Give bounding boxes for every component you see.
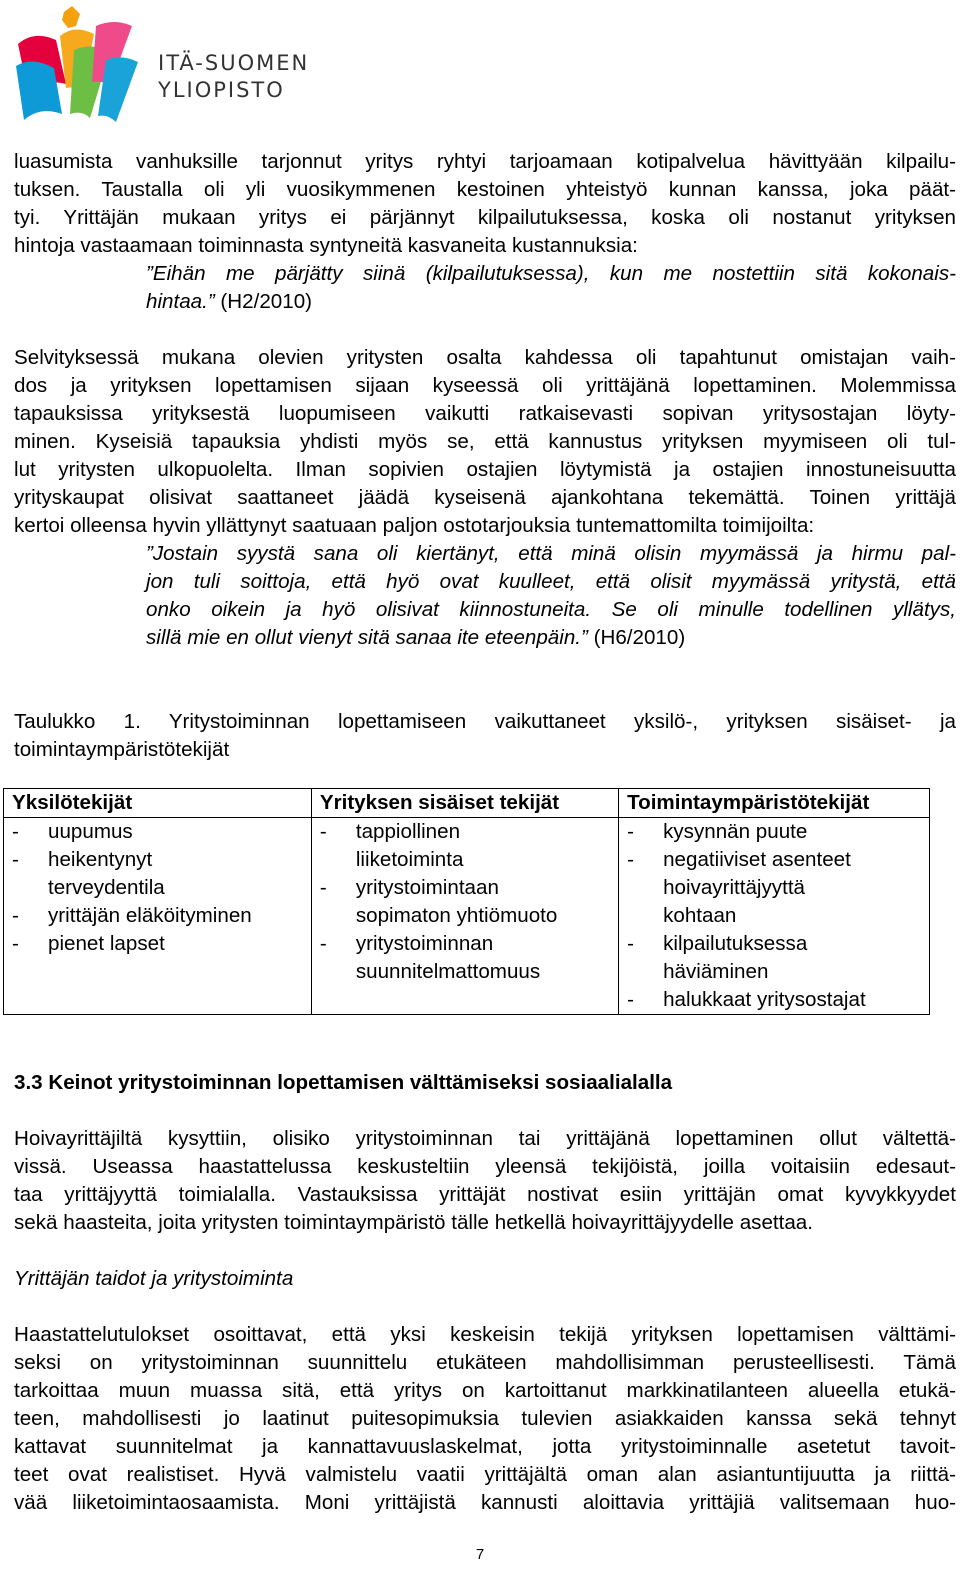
table-list-item <box>320 930 618 986</box>
text-line: teen, mahdollisesti jo laatinut puitesopimuksia tulevien asiakkaiden kanssa sekä tehnyt <box>14 1407 956 1430</box>
list-item-text <box>48 902 252 930</box>
table-list-item <box>320 818 618 874</box>
text-line: tuksen. Taustalla oli yli vuosikymmenen kestoinen yhteistyö kunnan kanssa, joka päät- <box>14 178 956 201</box>
list-dash: - <box>627 988 634 1011</box>
table-caption <box>14 708 956 764</box>
university-logo <box>14 6 344 124</box>
paragraph-2 <box>14 344 956 540</box>
text-line: Haastattelutulokset osoittavat, että yksi keskeisin tekijä yrityksen lopettamisen välttämi- <box>14 1323 956 1346</box>
list-item-line: hoivayrittäjyyttä <box>663 876 806 899</box>
text-line: tapauksissa yrityksestä luopumiseen vaikutti ratkaisevasti sopivan yritysostajan löyty- <box>14 402 956 425</box>
quote-line: ”Jostain syystä sana oli kiertänyt, että minä olisin myymässä ja hirmu pal- <box>146 542 956 565</box>
text-line: luasumista vanhuksille tarjonnut yritys ryhtyi tarjoamaan kotipalvelua hävittyään kilpailu- <box>14 150 956 173</box>
text-line: tyi. Yrittäjän mukaan yritys ei pärjännyt kilpailutuksessa, koska oli nostanut yrityksen <box>14 206 956 229</box>
table-cell-internal <box>311 818 618 1015</box>
logo-line-1: ITÄ-SUOMEN <box>158 51 310 75</box>
list-item-line: suunnitelmattomuus <box>355 960 541 983</box>
list-item-line: pienet lapset <box>48 932 165 955</box>
text-line: sekä haasteita, joita yritysten toimintaympäristö tälle hetkellä hoivayrittäjyydelle asettaa. <box>14 1211 813 1234</box>
table-header: Yrityksen sisäiset tekijät <box>311 789 618 818</box>
table-list-item <box>627 846 929 930</box>
list-item-line: yrittäjän eläköityminen <box>48 904 252 927</box>
list-item-text <box>48 818 133 846</box>
list-item-text <box>48 930 165 958</box>
list-item-line: yritystoimintaan <box>355 876 499 899</box>
page-number: 7 <box>475 1546 485 1563</box>
list-dash: - <box>12 820 19 843</box>
quote-reference: (H6/2010) <box>587 626 686 649</box>
list-dash: - <box>627 932 634 955</box>
quote-line: jon tuli soittoja, että hyö ovat kuulleet, että olisit myymässä yritystä, että <box>146 570 956 593</box>
table-list-item <box>627 986 929 1014</box>
text-line: tarkoittaa muun muassa sitä, että yritys on kartoittanut markkinatilanteen alueella etukä- <box>14 1379 956 1402</box>
list-dash: - <box>12 932 19 955</box>
list-item-line: yritystoiminnan <box>355 932 494 955</box>
text-line: Hoivayrittäjiltä kysyttiin, olisiko yritystoiminnan tai yrittäjänä lopettaminen ollut vältettä- <box>14 1127 956 1150</box>
paragraph-4 <box>14 1321 956 1517</box>
list-item-line: kohtaan <box>663 904 737 927</box>
list-item-text <box>663 930 807 986</box>
section-3-3 <box>14 1069 956 1517</box>
list-item-text <box>663 846 851 930</box>
list-dash: - <box>319 820 327 843</box>
list-item-line: kilpailutuksessa <box>663 932 808 955</box>
text-line: dos ja yrityksen lopettamisen sijaan kyseessä oli yrittäjänä lopettaminen. Molemmissa <box>14 374 956 397</box>
list-dash: - <box>319 932 327 955</box>
list-dash: - <box>12 848 19 871</box>
list-item-text <box>356 874 557 930</box>
table-header: Toimintaympäristötekijät <box>619 789 930 818</box>
list-item-line: kysynnän puute <box>663 820 808 843</box>
text-line: yrityskaupat olisivat saattaneet jäädä kyseisenä ajankohtana tekemättä. Toinen yrittäjä <box>14 486 956 509</box>
list-item-text <box>663 986 866 1014</box>
list-item-text <box>663 818 807 846</box>
table-list-item <box>12 846 311 902</box>
text-line: vää liiketoimintaosaamista. Moni yrittäjistä kannusti aloittavia yrittäjiä valitsemaan huo- <box>14 1491 956 1514</box>
section-heading: 3.3 Keinot yritystoiminnan lopettamisen välttämiseksi sosiaalialalla <box>14 1071 673 1094</box>
list-dash: - <box>627 820 634 843</box>
list-dash: - <box>319 876 327 899</box>
text-line: kattavat suunnitelmat ja kannattavuuslaskelmat, jotta yritystoiminnalle asetetut tavoit- <box>14 1435 956 1458</box>
text-line: kertoi olleensa hyvin yllättynyt saatuaan paljon ostotarjouksia tuntemattomilta toimijoilta: <box>14 514 815 537</box>
list-item-line: terveydentila <box>48 876 165 899</box>
list-item-text <box>356 930 540 986</box>
table-list-item <box>320 874 618 930</box>
list-item-line: halukkaat yritysostajat <box>663 988 866 1011</box>
list-item-line: sopimaton yhtiömuoto <box>355 904 558 927</box>
text-line: seksi on yritystoiminnan suunnittelu etukäteen mahdollisimman perusteellisesti. Tämä <box>14 1351 956 1374</box>
caption-line: Taulukko 1. Yritystoiminnan lopettamiseen vaikuttaneet yksilö-, yrityksen sisäiset- ja <box>14 710 956 733</box>
list-item-line: häviäminen <box>663 960 769 983</box>
list-item-text <box>356 818 464 874</box>
quote-line: sillä mie en ollut vienyt sitä sanaa ite eteenpäin.” <box>146 626 588 649</box>
list-dash: - <box>627 848 634 871</box>
text-line: teet ovat realistiset. Hyvä valmistelu vaatii yrittäjältä oman alan asiantuntijuutta ja riittä- <box>14 1463 956 1486</box>
paragraph-3 <box>14 1125 956 1237</box>
document-body <box>14 148 956 764</box>
factors-table <box>3 788 930 1015</box>
text-line: minen. Kyseisiä tapauksia yhdisti myös se, että kannustus yrityksen myymiseen oli tul- <box>14 430 956 453</box>
table-cell-individual <box>4 818 312 1015</box>
quote-reference: (H2/2010) <box>214 290 313 313</box>
table-list-item <box>12 818 311 846</box>
quote-line: ”Eihän me pärjätty siinä (kilpailutuksessa), kun me nostettiin sitä kokonais- <box>146 262 956 285</box>
logo-line-2: YLIOPISTO <box>158 78 285 102</box>
quote-1 <box>14 260 956 316</box>
quote-2 <box>14 540 956 652</box>
paragraph-1 <box>14 148 956 260</box>
table-cell-environment <box>619 818 930 1015</box>
list-dash: - <box>12 904 19 927</box>
quote-line: onko oikein ja hyö olisivat kiinnostuneita. Se oli minulle todellinen yllätys, <box>146 598 956 621</box>
table-list-item <box>12 902 311 930</box>
list-item-line: heikentynyt <box>48 848 153 871</box>
list-item-line: liiketoiminta <box>355 848 464 871</box>
quote-line: hintaa.” <box>146 290 215 313</box>
text-line: taa yrittäjyyttä toimialalla. Vastauksissa yrittäjät nostivat esiin yrittäjän omat kyvykkyydet <box>14 1183 956 1206</box>
list-item-text <box>48 846 165 902</box>
text-line: lut yritysten ulkopuolelta. Ilman sopivien ostajien löytymistä ja ostajien innostuneisuutta <box>14 458 956 481</box>
list-item-line: uupumus <box>48 820 133 843</box>
text-line: Selvityksessä mukana olevien yritysten osalta kahdessa oli tapahtunut omistajan vaih- <box>14 346 956 369</box>
text-line: vissä. Useassa haastattelussa keskusteltiin yleensä tekijöistä, joilla voitaisiin edesaut- <box>14 1155 956 1178</box>
table-list-item <box>627 930 929 986</box>
logo-emblem-icon <box>14 6 144 124</box>
table-list-item <box>627 818 929 846</box>
subheading: Yrittäjän taidot ja yritystoiminta <box>14 1267 294 1290</box>
table-header: Yksilötekijät <box>4 789 312 818</box>
list-item-line: negatiiviset asenteet <box>663 848 851 871</box>
list-item-line: tappiollinen <box>355 820 461 843</box>
caption-line: toimintaympäristötekijät <box>14 738 230 761</box>
table-list-item <box>12 930 311 958</box>
text-line: hintoja vastaamaan toiminnasta syntyneitä kasvaneita kustannuksia: <box>14 234 638 257</box>
